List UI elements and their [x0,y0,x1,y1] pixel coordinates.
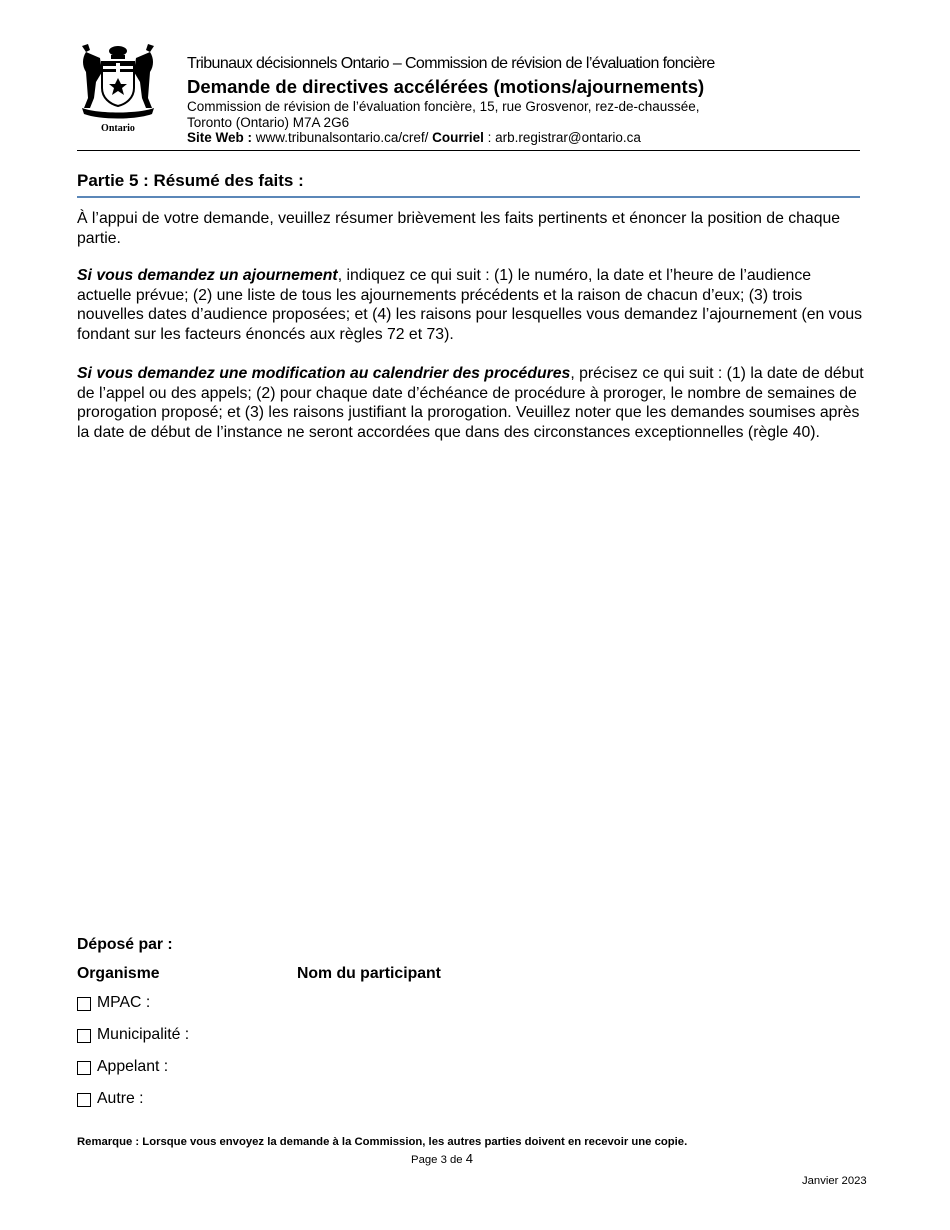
header-divider [77,150,860,151]
website-label: Site Web : [187,130,253,145]
section-divider [77,196,860,198]
page-total: 4 [465,1151,473,1166]
checkbox-municipality[interactable] [77,1026,189,1044]
schedule-change-text: , précisez ce qui suit : (1) la date de début de l’appel ou des appels; (2) pour chaque date d’échéance de procédure à proroger, le nombre de semaines de prorogation proposé; et (3) les raisons justifiant la prorogation. Veuillez noter que les demandes soumises après la date de début de l’instance ne seront accordées que dans des circonstances exceptionnelles (règle 40). [77,365,864,441]
footer-remark: Remarque : Lorsque vous envoyez la demande à la Commission, les autres parties doivent en recevoir une copie. [77,1136,688,1148]
page-prefix: Page 3 de [411,1154,463,1166]
page-number [0,1151,884,1166]
checkbox-square-icon[interactable] [77,1093,91,1107]
checkbox-label: Autre : [97,1090,144,1107]
adjournment-lead: Si vous demandez un ajournement [77,267,338,284]
email-label: Courriel [432,130,484,145]
adjournment-paragraph [77,266,867,344]
checkbox-label: Appelant : [97,1058,169,1075]
checkbox-other[interactable] [77,1090,144,1108]
address-line-2: Toronto (Ontario) M7A 2G6 [187,115,350,130]
checkbox-label: MPAC : [97,994,151,1011]
form-date: Janvier 2023 [802,1175,867,1187]
schedule-change-paragraph [77,364,867,442]
checkbox-square-icon[interactable] [77,997,91,1011]
adjournment-text: , indiquez ce qui suit : (1) le numéro, la date et l’heure de l’audience actuelle prévue; (2) une liste de tous les ajournements précédents et la raison de chacun d’eux; (3) trois nouvelles dates d’audience proposées; et (4) les raisons pour lesquelles vous demandez l’ajournement (en vous fondant sur les facteurs énoncés aux règles 72 et 73). [77,267,863,343]
organization-name: Tribunaux décisionnels Ontario – Commission de révision de l’évaluation foncière [187,55,715,72]
filed-by-label: Déposé par : [77,936,173,953]
email-link[interactable]: : arb.registrar@ontario.ca [487,130,641,145]
checkbox-appellant[interactable] [77,1058,168,1076]
ontario-coat-of-arms-logo [78,42,158,134]
schedule-change-lead: Si vous demandez une modification au calendrier des procédures [77,365,571,382]
contact-line [187,130,641,145]
checkbox-mpac[interactable] [77,994,150,1012]
section-title: Partie 5 : Résumé des faits : [77,171,304,190]
participant-name-column-header: Nom du participant [297,965,441,982]
organization-column-header: Organisme [77,965,160,982]
checkbox-label: Municipalité : [97,1026,190,1043]
svg-text:Ontario: Ontario [101,123,135,134]
instructions-paragraph: À l’appui de votre demande, veuillez résumer brièvement les faits pertinents et énoncer la position de chaque partie. [77,210,841,247]
form-title: Demande de directives accélérées (motions/ajournements) [187,76,705,97]
address-line-1: Commission de révision de l’évaluation foncière, 15, rue Grosvenor, rez-de-chaussée, [187,99,700,114]
checkbox-square-icon[interactable] [77,1061,91,1075]
checkbox-square-icon[interactable] [77,1029,91,1043]
website-link[interactable]: www.tribunalsontario.ca/cref/ [255,130,429,145]
